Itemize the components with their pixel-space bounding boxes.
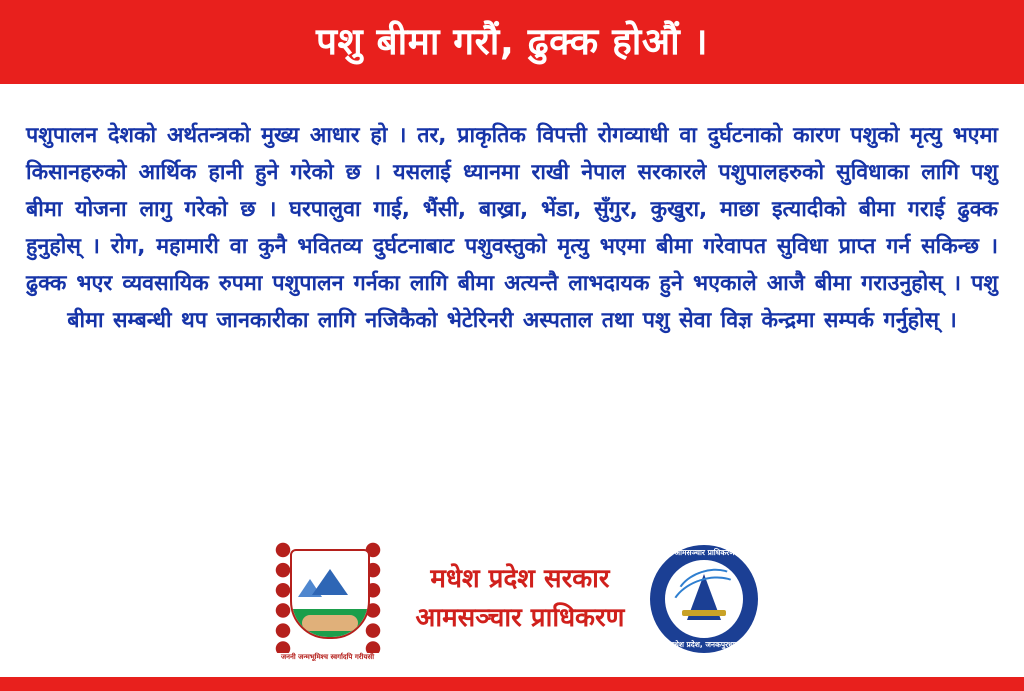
headline-text: पशु बीमा गरौं, ढुक्क होऔं । — [315, 19, 709, 63]
nepal-emblem-icon — [266, 533, 390, 665]
logo-inner-circle — [663, 558, 745, 640]
bottom-red-bar — [0, 677, 1024, 691]
headline-banner — [0, 0, 1024, 84]
body-section — [0, 84, 1024, 527]
logo-band-top-text: आमसञ्चार प्राधिकरण — [674, 548, 735, 557]
government-title-line2: आमसञ्चार प्राधिकरण — [415, 603, 625, 633]
footer-logos-row — [0, 527, 1024, 677]
emblem-shield — [290, 549, 370, 639]
emblem-hands — [302, 615, 358, 631]
government-title-block — [416, 560, 625, 638]
logo-base-bar — [682, 610, 726, 616]
logo-band-bottom-text: मधेश प्रदेश, जनकपुरधाम — [669, 640, 740, 649]
emblem-peak-large — [312, 569, 348, 595]
emblem-ribbon-text: जननी जन्मभूमिश्च स्वर्गादपि गरीयसी — [280, 653, 375, 661]
media-authority-logo-icon — [650, 545, 758, 653]
body-paragraph: पशुपालन देशको अर्थतन्त्रको मुख्य आधार हो । तर, प्राकृतिक विपत्ती रोगव्याधी वा दुर्घटनाको कारण पशुको मृत्यु भएमा किसानहरुको आर्थिक हानी हुने गरेको छ । यसलाई ध्यानमा राखी नेपाल सरकारले पशुपालहरुको सुविधाका लागि पशु बीमा योजना लागु गरेको छ । घरपालुवा गाई, भैंसी, बाख्रा, भेंडा, सुँगुर, कुखुरा, माछा इत्यादीको बीमा गराई ढुक्क हुनुहोस् । रोग, महामारी वा कुनै भवितव्य दुर्घटनाबाट पशुवस्तुको मृत्यु भएमा बीमा गरेवापत सुविधा प्राप्त गर्न सकिन्छ । ढुक्क भएर व्यवसायिक रुपमा पशुपालन गर्नका लागि बीमा अत्यन्तै लाभदायक हुने भएकाले आजै बीमा गराउनुहोस् । पशु बीमा सम्बन्धी थप जानकारीका लागि नजिकैको भेटेरिनरी अस्पताल तथा पशु सेवा विज्ञ केन्द्रमा सम्पर्क गर्नुहोस् । — [26, 123, 998, 333]
government-title-line1: मधेश प्रदेश सरकार — [430, 564, 610, 594]
